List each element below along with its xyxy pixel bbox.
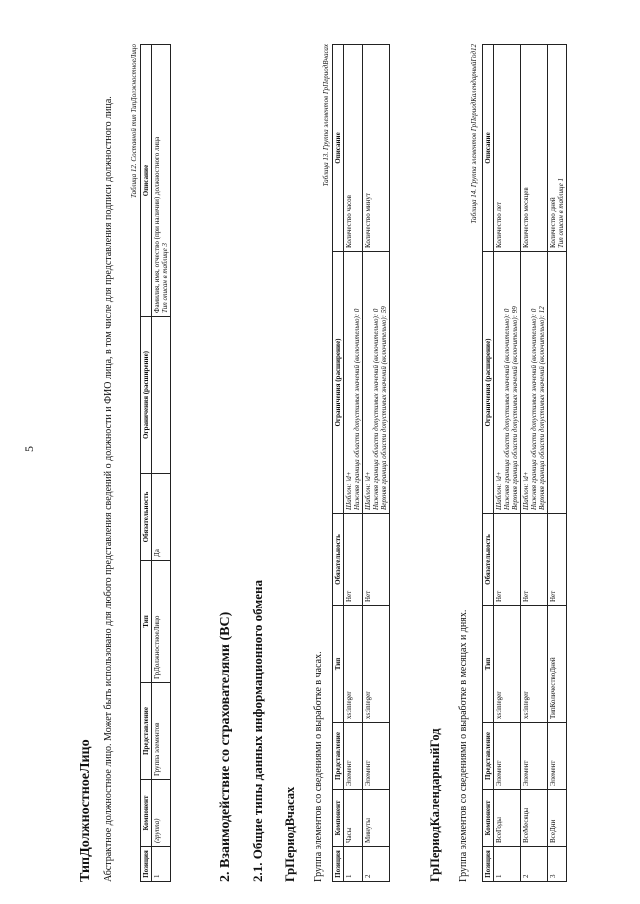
type-paragraph-official: Абстрактное должностное лицо. Может быть использовано для любого представления сведений о должности и ФИО лица, в том числе для представления подписи должностного лица.: [103, 96, 114, 882]
section-2-1-heading: 2.1. Общие типы данных информационного обмена: [250, 580, 265, 882]
description-line: Фамилия, имя, отчество (при наличии) должностного лица: [153, 136, 161, 313]
type-heading-official: ТипДолжностноеЛицо: [78, 739, 93, 882]
cell-position: 1: [344, 847, 363, 882]
cell-description: [548, 45, 567, 252]
cell-description: [494, 45, 521, 252]
table-row: [521, 45, 548, 882]
col-header: Тип: [483, 606, 494, 723]
cell-representation: Группа элементов: [152, 683, 171, 780]
col-header: Ограничения (расширение): [333, 252, 344, 514]
col-header: Описание: [333, 45, 344, 252]
table-header-row: [141, 45, 152, 882]
description-line: Количество месяцев: [522, 187, 530, 248]
group-heading-calendar: ГрПериодКалендарныйГод: [428, 728, 442, 882]
limit-pattern: Шаблон: \d+: [522, 471, 530, 510]
group-heading-hours: ГрПериодВчасах: [283, 786, 297, 882]
col-header: Ограничения (расширение): [141, 317, 152, 474]
col-header: Компонент: [483, 790, 494, 847]
table-13-caption: Таблица 13. Группа элементов ГрПериодВчасах: [322, 44, 330, 187]
table-14-caption: Таблица 14. Группа элементов ГрПериодКалендарныйГод12: [470, 44, 478, 224]
cell-description: [152, 45, 171, 317]
col-header: Обязательность: [141, 474, 152, 561]
col-header: Ограничения (расширение): [483, 252, 494, 514]
cell-limits: [344, 252, 363, 514]
cell-description: Количество минут: [363, 45, 390, 252]
cell-type: xs:integer: [344, 606, 363, 723]
cell-description: [521, 45, 548, 252]
cell-representation: Элемент: [363, 723, 390, 790]
col-header: Представление: [333, 723, 344, 790]
cell-description: Количество часов: [344, 45, 363, 252]
cell-required: Нет: [363, 514, 390, 606]
cell-required: Нет: [521, 514, 548, 606]
description-note: Тип описан в таблице 3: [161, 243, 169, 313]
table-12-caption: Таблица 12. Составной тип ТипДолжностноеЛицо: [130, 44, 138, 199]
cell-position: 1: [152, 847, 171, 882]
cell-required: Нет: [344, 514, 363, 606]
table-header-row: [483, 45, 494, 882]
limit-lower: Нижняя граница области допустимых значений (включительно): 0: [372, 308, 380, 510]
col-header: Позиция: [333, 847, 344, 882]
group-desc-calendar: Группа элементов со сведениями о выработке в месяцах и днях.: [458, 609, 469, 882]
limit-upper: Верхняя граница области допустимых значений (включительно): 59: [380, 306, 388, 510]
col-header: Компонент: [141, 780, 152, 847]
limit-pattern: Шаблон: \d+: [345, 471, 353, 510]
cell-component: ВсеДни: [548, 790, 567, 847]
cell-limits: [152, 317, 171, 474]
group-desc-hours: Группа элементов со сведениями о выработке в часах.: [313, 651, 324, 882]
cell-representation: Элемент: [548, 723, 567, 790]
table-14: [482, 44, 567, 882]
cell-required: Нет: [548, 514, 567, 606]
page-number: 5: [22, 446, 36, 452]
col-header: Тип: [141, 561, 152, 683]
col-header: Представление: [483, 723, 494, 790]
cell-representation: Элемент: [344, 723, 363, 790]
col-header: Описание: [483, 45, 494, 252]
cell-component: (группа): [152, 780, 171, 847]
table-row: [363, 45, 390, 882]
cell-limits: [363, 252, 390, 514]
description-line: Количество лет: [495, 201, 503, 248]
col-header: Обязательность: [483, 514, 494, 606]
description-note: Тип описан в таблице 1: [557, 178, 565, 248]
cell-limits: [521, 252, 548, 514]
col-header: Позиция: [483, 847, 494, 882]
cell-position: 3: [548, 847, 567, 882]
cell-type: xs:integer: [494, 606, 521, 723]
limit-upper: Верхняя граница области допустимых значений (включительно): 12: [538, 306, 546, 510]
cell-required: Да: [152, 474, 171, 561]
cell-position: 2: [521, 847, 548, 882]
cell-representation: Элемент: [521, 723, 548, 790]
cell-limits: [494, 252, 521, 514]
cell-position: 2: [363, 847, 390, 882]
limit-lower: Нижняя граница области допустимых значений (включительно): 0: [353, 308, 361, 510]
cell-limits: [548, 252, 567, 514]
cell-component: ВсеМесяцы: [521, 790, 548, 847]
table-header-row: [333, 45, 344, 882]
col-header: Тип: [333, 606, 344, 723]
cell-component: Минуты: [363, 790, 390, 847]
table-row: [494, 45, 521, 882]
cell-position: 1: [494, 847, 521, 882]
limit-pattern: Шаблон: \d+: [364, 471, 372, 510]
cell-type: ГрДолжностноеЛицо: [152, 561, 171, 683]
cell-component: Часы: [344, 790, 363, 847]
table-13: [332, 44, 390, 882]
cell-component: ВсеГоды: [494, 790, 521, 847]
limit-upper: Верхняя граница области допустимых значений (включительно): 99: [511, 306, 519, 510]
cell-representation: Элемент: [494, 723, 521, 790]
table-12: [140, 44, 171, 882]
col-header: Описание: [141, 45, 152, 317]
table-row: [344, 45, 363, 882]
table-row: [548, 45, 567, 882]
description-line: Количество дней: [549, 197, 557, 248]
limit-lower: Нижняя граница области допустимых значений (включительно): 0: [530, 308, 538, 510]
cell-type: ТипКоличествоДней: [548, 606, 567, 723]
col-header: Позиция: [141, 847, 152, 882]
limit-lower: Нижняя граница области допустимых значений (включительно): 0: [503, 308, 511, 510]
cell-required: Нет: [494, 514, 521, 606]
col-header: Компонент: [333, 790, 344, 847]
cell-type: xs:integer: [363, 606, 390, 723]
section-2-heading: 2. Взаимодействие со страхователями (ВС): [218, 611, 233, 882]
col-header: Представление: [141, 683, 152, 780]
limit-pattern: Шаблон: \d+: [495, 471, 503, 510]
table-row: [152, 45, 171, 882]
cell-type: xs:integer: [521, 606, 548, 723]
col-header: Обязательность: [333, 514, 344, 606]
